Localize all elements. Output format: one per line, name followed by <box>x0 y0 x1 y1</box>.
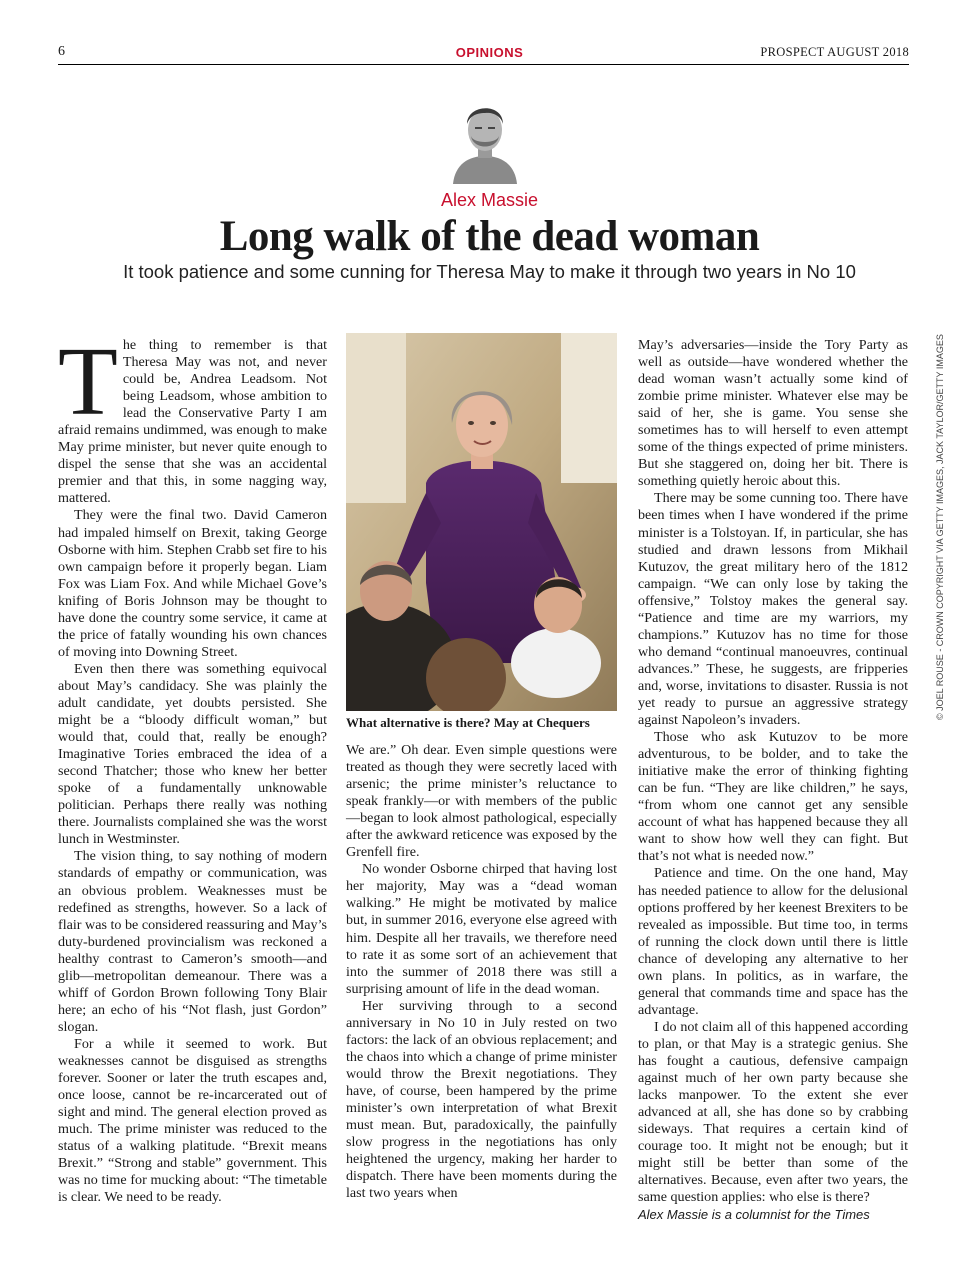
photo-credit: © JOEL ROUSE - CROWN COPYRIGHT VIA GETTY IMAGES, JACK TAYLOR/GETTY IMAGES <box>935 334 945 720</box>
article-paragraph: Even then there was something equivocal about May’s candidacy. She was plainly the adult candidate, yet doubts persisted. She might be a “bloody difficult woman,” but would that, could that, really be enough? Imaginative Tories embraced the idea of a second Thatcher; those who knew her better spoke of a fundamentally unknowable politician. Perhaps there really was nothing there. Journalists complained she was the worst lunch in Westminster. <box>58 660 327 848</box>
article-paragraph: The thing to remember is that Theresa May was not, and never could be, Andrea Leadsom. Not being Leadsom, whose ambition to lead the Conservative Party I am afraid remains undimmed, was enough to make May prime minister, but never quite enough to dispel the sense that she was an accidental premier and that this, in some nagging way, mattered. <box>58 328 327 507</box>
article-paragraph: Patience and time. On the one hand, May has needed patience to allow for the delusional options proffered by her keenest Brexiters to be revealed as impossible. But time too, in terms of running the clock down until there is little chance of developing any alternative to her own plans. In politics, as in warfare, the general that commands time and space has the advantage. <box>638 865 908 1018</box>
article-column-2 <box>346 742 617 1202</box>
article-column-3 <box>638 337 908 1223</box>
photo-caption: What alternative is there? May at Chequers <box>346 715 590 730</box>
may-at-chequers-photo <box>346 333 617 711</box>
drop-cap: T <box>58 328 118 436</box>
article-paragraph: I do not claim all of this happened according to plan, or that May is a strategic genius. She has fought a cautious, defensive campaign against much of her own party because she lacks manpower. To the extent she ever advanced at all, she has done so by crabbing sideways. That requires a certain kind of courage too. It might not be enough; but it might still be better than some of the alternatives. Because, even after two years, the same question applies: who else is there? <box>638 1018 908 1206</box>
article-paragraph: Her surviving through to a second anniversary in No 10 in July rested on two factors: the lack of an obvious replacement; and the chaos into which a change of prime minister would throw the Brexit negotiations. They have, of course, been hampered by the prime minister’s own interpretation of what Brexit must mean. But, paradoxically, the painfully slow progress in the negotiations has only heightened the urgency, making her harder to dispatch. There have been moments during the last two years when <box>346 997 617 1202</box>
article-paragraph: We are.” Oh dear. Even simple questions were treated as though they were secretly laced with arsenic; the prime minister’s reluctance to speak frankly—or with members of the public—began to look almost pathological, especially after the awkward reticence was exposed by the Grenfell fire. <box>346 742 617 861</box>
article-paragraph: There may be some cunning too. There have been times when I have wondered if the prime minister is a Tolstoyan. If, in particular, she has studied and drawn lessons from Mikhail Kutuzov, the great military hero of the 1812 campaign. “We can only lose by taking the offensive,” Tolstoy makes the general say. “Patience and time are my warriors, my champions.” Kutuzov has no time for those who demand “continual manoeuvres, continual advances.” These, he suggests, are fripperies and, worse, invitations to disaster. Russia is not yet ready to pursue an aggressive strategy against Napoleon’s invaders. <box>638 490 908 729</box>
page-number: 6 <box>58 44 65 59</box>
article-paragraph: Those who ask Kutuzov to be more adventurous, to be bolder, and to take the initiative make the error of thinking fighting can be fun. “They are like children,” he says, “from whom one cannot get any sensible account of what has happened because they all want to show how well they can fight. But that’s not what is needed now.” <box>638 729 908 865</box>
article-column-1 <box>58 328 327 1206</box>
author-tagline: Alex Massie is a columnist for the Times <box>638 1207 870 1223</box>
article-paragraph: For a while it seemed to work. But weaknesses cannot be disguised as strengths forever. Sooner or later the truth escapes and, once loose, cannot be re-incarcerated out of sight and mind. The general election proved as much. The prime minister was reduced to the status of a walking platitude. “Brexit means Brexit.” “Strong and stable” government. This was no time for mucking about: “The timetable is clear. We need to be ready. <box>58 1035 327 1206</box>
byline-author[interactable]: Alex Massie <box>440 190 539 210</box>
article-paragraph: May’s adversaries—inside the Tory Party as well as outside—have wondered whether the dead woman wasn’t actually some kind of zombie prime minister. Whatever else may be said of her, she is game. You sense she sometimes has to will herself to even attempt some of the things expected of prime ministers. But she staggered on, doing her bit. There is something quietly heroic about this. <box>638 337 908 490</box>
header-divider <box>58 64 909 65</box>
section-label[interactable]: OPINIONS <box>455 45 524 60</box>
page-header <box>0 0 979 70</box>
article-paragraph: The vision thing, to say nothing of modern standards of empathy or communication, was an obvious problem. Weaknesses must be redefined as strengths, however. So a lack of flair was to be considered reassuring and May’s duty-burdened provincialism was reckoned a healthy contrast to Cameron’s smooth—and glib—metropolitan demeanour. There was a whiff of Gordon Brown following Tony Blair here; an echo of his “Not flash, just Gordon” slogan. <box>58 848 327 1035</box>
article-paragraph: No wonder Osborne chirped that having lost her majority, May was a “dead woman walking.” He might be motivated by malice but, in summer 2016, everyone else agreed with him. Despite all her travails, we therefore need to rate it as some sort of an achievement that into the summer of 2018 there was still a surprising amount of life in the dead woman. <box>346 861 617 997</box>
headline: Long walk of the dead woman <box>219 213 760 260</box>
author-portrait-icon <box>445 94 525 184</box>
standfirst: It took patience and some cunning for Theresa May to make it through two years in No 10 <box>123 261 856 282</box>
publication-issue: PROSPECT AUGUST 2018 <box>760 45 909 59</box>
article-paragraph: They were the final two. David Cameron had impaled himself on Brexit, taking George Osborne with him. Stephen Crabb set fire to his own campaign before it properly began. Liam Fox was Liam Fox. And while Michael Gove’s knifing of Boris Johnson may be thought to have done the country some service, it came at the price of fatally wounding his own chances of moving into Downing Street. <box>58 507 327 660</box>
